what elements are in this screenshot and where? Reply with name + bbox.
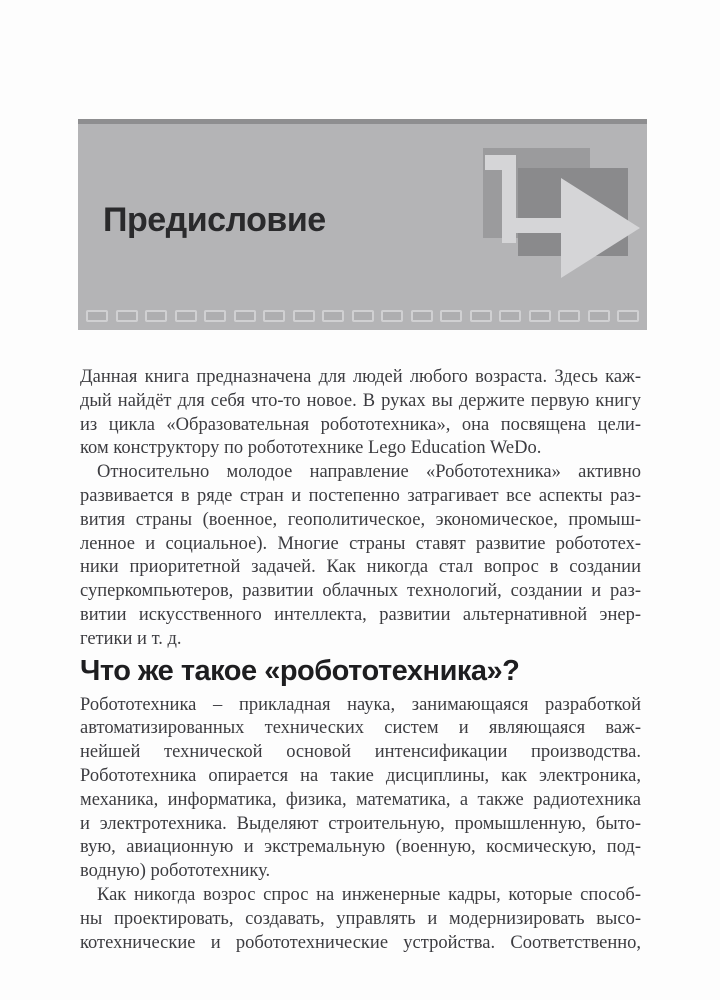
text-line: развивается в ряде стран и постепенно затрагивает все аспекты раз- — [80, 485, 641, 506]
arrow-head-icon — [561, 178, 640, 278]
intro-paragraphs — [80, 366, 641, 652]
film-slot — [204, 310, 226, 322]
film-slot — [86, 310, 108, 322]
paragraph — [80, 461, 641, 651]
section-heading: Что же такое «робототехника»? — [80, 654, 520, 687]
film-slot — [234, 310, 256, 322]
film-slot — [322, 310, 344, 322]
film-slot — [352, 310, 374, 322]
text-line: ники приоритетной задачей. Как никогда стал вопрос в создании — [80, 557, 641, 578]
text-line: витии искусственного интеллекта, развитии альтернативной энер- — [80, 604, 641, 625]
text-line: Как никогда возрос спрос на инженерные кадры, которые способ- — [97, 884, 641, 905]
text-line: вития страны (военное, геополитическое, экономическое, промыш- — [80, 509, 641, 530]
text-line: водную) робототехнику. — [80, 861, 271, 882]
text-line: Робототехника опирается на такие дисциплины, как электроника, — [80, 765, 641, 786]
film-slot — [499, 310, 521, 322]
text-line: суперкомпьютеров, развитии облачных технологий, создании и раз- — [80, 581, 641, 602]
film-slot — [145, 310, 167, 322]
text-line: механика, информатика, физика, математика, а также радиотехника — [80, 789, 641, 810]
film-slot — [470, 310, 492, 322]
paragraph — [80, 694, 641, 884]
text-line: котехнические и робототехнические устройства. Соответственно, — [80, 932, 641, 953]
chapter-title: Предисловие — [103, 201, 326, 239]
arrow-bracket-bar — [502, 155, 516, 243]
film-slot — [175, 310, 197, 322]
film-slot — [293, 310, 315, 322]
text-line: ны проектировать, создавать, управлять и модернизировать высо- — [80, 908, 641, 929]
film-slot — [529, 310, 551, 322]
text-line: Робототехника – прикладная наука, занимающаяся разработкой — [80, 694, 641, 715]
page-content — [80, 366, 641, 955]
paragraph — [80, 366, 641, 461]
film-slot — [558, 310, 580, 322]
text-line: автоматизированных технических систем и являющаяся важ- — [80, 718, 641, 739]
text-line: гетики и т. д. — [80, 628, 182, 649]
film-slot — [617, 310, 639, 322]
film-slot — [381, 310, 403, 322]
text-line: нейшей технической основой интенсификации производства. — [80, 742, 641, 763]
text-line: дый найдёт для себя что-то новое. В руках вы держите первую книгу — [80, 390, 641, 411]
text-line: из цикла «Образовательная робототехника», она посвящена цели- — [80, 414, 641, 435]
film-slot — [440, 310, 462, 322]
text-line: Относительно молодое направление «Робототехника» активно — [97, 462, 641, 483]
film-slot — [263, 310, 285, 322]
chapter-banner — [78, 119, 647, 330]
film-slot — [411, 310, 433, 322]
filmstrip-decoration — [86, 310, 639, 322]
body-paragraphs — [80, 694, 641, 956]
film-slot — [116, 310, 138, 322]
text-line: и электротехника. Выделяют строительную, промышленную, быто- — [80, 813, 641, 834]
film-slot — [588, 310, 610, 322]
text-line: ленное и социальное). Многие страны ставят развитие робототех- — [80, 533, 641, 554]
text-line: ком конструктору по робототехнике Lego Education WeDo. — [80, 438, 542, 459]
text-line: вую, авиационную и экстремальную (военную, космическую, под- — [80, 837, 641, 858]
paragraph — [80, 884, 641, 955]
text-line: Данная книга предназначена для людей любого возраста. Здесь каж- — [80, 367, 641, 387]
